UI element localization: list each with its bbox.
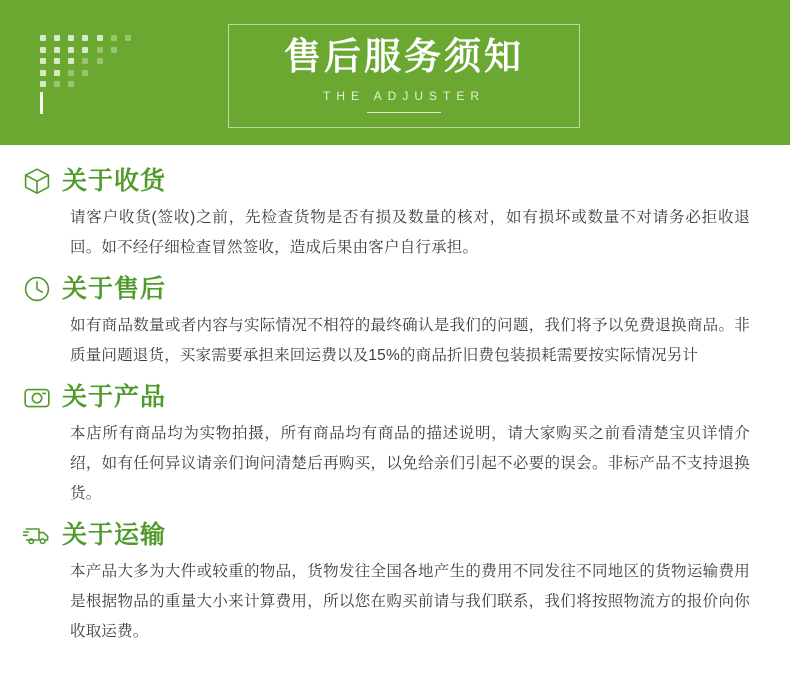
section-header xyxy=(22,159,764,203)
section-body: 本产品大多为大件或较重的物品，货物发往全国各地产生的费用不同发往不同地区的货物运输费用是根据物品的重量大小来计算费用，所以您在购买前请与我们联系，我们将按照物流方的报价向你收取运费。 xyxy=(70,563,750,640)
camera-icon xyxy=(22,382,52,412)
section-title: 关于运输 xyxy=(62,521,167,549)
section-receiving xyxy=(0,159,790,263)
banner-divider xyxy=(367,112,441,113)
section-body: 请客户收货(签收)之前，先检查货物是否有损及数量的核对，如有损坏或数量不对请务必拒收退回。如不经仔细检查冒然签收，造成后果由客户自行承担。 xyxy=(70,209,750,256)
section-body: 本店所有商品均为实物拍摄，所有商品均有商品的描述说明，请大家购买之前看清楚宝贝详情介绍，如有任何异议请亲们询问清楚后再购买，以免给亲们引起不必要的误会。非标产品不支持退换货。 xyxy=(70,425,750,502)
section-title: 关于收货 xyxy=(62,167,167,195)
truck-icon xyxy=(22,520,52,550)
section-title: 关于产品 xyxy=(62,383,167,411)
banner-title: 售后服务须知 xyxy=(284,36,524,77)
clock-icon xyxy=(22,274,52,304)
content-area xyxy=(0,145,790,647)
decorative-vertical-bar xyxy=(40,92,43,114)
section-title: 关于售后 xyxy=(62,275,167,303)
section-header xyxy=(22,375,764,419)
section-header xyxy=(22,513,764,557)
section-product xyxy=(0,375,790,509)
box-icon xyxy=(22,166,52,196)
section-shipping xyxy=(0,513,790,647)
decorative-dot-grid xyxy=(40,35,150,90)
section-body: 如有商品数量或者内容与实际情况不相符的最终确认是我们的问题，我们将予以免费退换商品。非质量问题退货，买家需要承担来回运费以及15%的商品折旧费包装损耗需要按实际情况另计 xyxy=(70,317,750,364)
section-header xyxy=(22,267,764,311)
banner-subtitle: THE ADJUSTER xyxy=(322,89,485,103)
section-after-sales xyxy=(0,267,790,371)
header-banner xyxy=(0,0,790,145)
